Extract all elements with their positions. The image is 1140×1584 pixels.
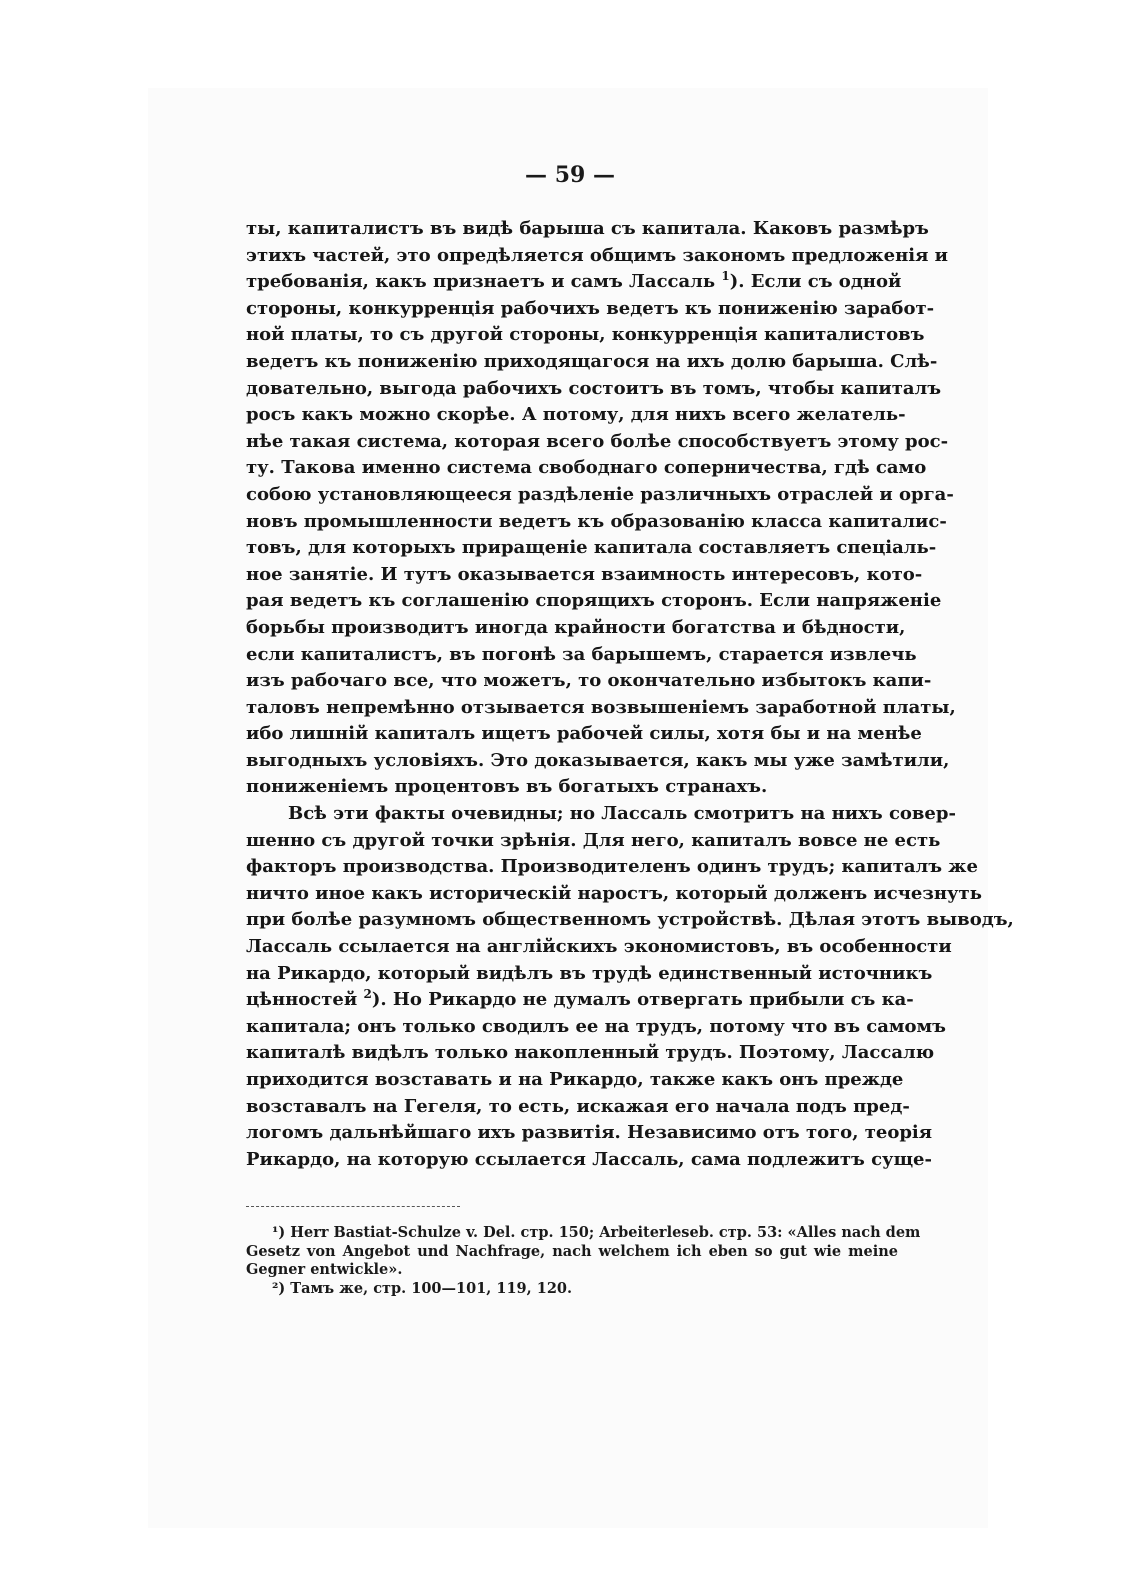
footnotes <box>246 1224 921 1298</box>
text-line: Рикардо, на которую ссылается Лассаль, сама подлежитъ суще- <box>246 1148 932 1170</box>
footnote-ref-1: 1 <box>721 269 730 284</box>
text-line: ведетъ къ пониженію приходящагося на ихъ долю барыша. Слѣ- <box>246 350 938 372</box>
text-line: на Рикардо, который видѣлъ въ трудѣ единственный источникъ <box>246 962 933 984</box>
text-line: стороны, конкурренція рабочихъ ведетъ къ пониженію заработ- <box>246 297 935 319</box>
footnote-1-cont: Gesetz von Angebot und Nachfrage, nach welchem ich eben so gut wie meine <box>246 1242 898 1260</box>
text-fragment: требованія, какъ признаетъ и самъ Лассаль <box>246 271 716 293</box>
text-line <box>246 987 914 1014</box>
text-line: шенно съ другой точки зрѣнія. Для него, капиталъ вовсе не есть <box>246 829 941 851</box>
page-number: — 59 — <box>525 162 615 188</box>
text-line: новъ промышленности ведетъ къ образованію класса капиталис- <box>246 510 947 532</box>
text-fragment: ). Если съ одной <box>729 271 902 293</box>
text-line: ты, капиталистъ въ видѣ барыша съ капитала. Каковъ размѣръ <box>246 218 929 239</box>
footnote-text: Herr Bastiat-Schulze v. Del. стр. 150; Arbeiterleseb. стр. 53: «Alles nach dem <box>290 1224 921 1241</box>
footnote-text: Тамъ же, стр. 100—101, 119, 120. <box>290 1279 573 1297</box>
text-line: Всѣ эти факты очевидны; но Лассаль смотритъ на нихъ совер- <box>288 803 956 825</box>
text-line: возставалъ на Гегеля, то есть, искажая его начала подъ пред- <box>246 1095 910 1117</box>
text-line: выгодныхъ условіяхъ. Это доказывается, какъ мы уже замѣтили, <box>246 749 950 771</box>
text-line: ничто иное какъ историческій наростъ, который долженъ исчезнуть <box>246 882 982 904</box>
text-line <box>246 269 902 296</box>
text-line: Лассаль ссылается на англійскихъ экономистовъ, въ особенности <box>246 936 952 958</box>
text-line: капиталѣ видѣлъ только накопленный трудъ. Поэтому, Лассалю <box>246 1042 935 1064</box>
text-line: изъ рабочаго все, что можетъ, то окончательно избытокъ капи- <box>246 670 932 692</box>
text-line: росъ какъ можно скорѣе. А потому, для нихъ всего желатель- <box>246 404 906 426</box>
footnote-mark: ¹) <box>272 1224 286 1241</box>
text-line: факторъ производства. Производителенъ одинъ трудъ; капиталъ же <box>246 856 978 878</box>
text-line: логомъ дальнѣйшаго ихъ развитія. Независимо отъ того, теорія <box>246 1122 933 1144</box>
footnote-2 <box>246 1280 898 1299</box>
text-line: нѣе такая система, которая всего болѣе способствуетъ этому рос- <box>246 430 949 452</box>
text-line: ной платы, то съ другой стороны, конкурренція капиталистовъ <box>246 324 925 346</box>
text-line: товъ, для которыхъ приращеніе капитала составляетъ спеціаль- <box>246 537 937 559</box>
footnote-ref-2: 2 <box>363 987 372 1002</box>
text-line: при болѣе разумномъ общественномъ устройствѣ. Дѣлая этотъ выводъ, <box>246 909 1014 931</box>
text-line: этихъ частей, это опредѣляется общимъ закономъ предложенія и <box>246 244 948 266</box>
footnote-1 <box>246 1224 921 1243</box>
footnote-divider <box>246 1206 460 1207</box>
main-text <box>246 216 1014 1173</box>
footnote-1-cont: Gegner entwickle». <box>246 1261 403 1278</box>
text-line: собою установляющееся раздѣленіе различныхъ отраслей и орга- <box>246 483 954 505</box>
text-fragment: цѣнностей <box>246 989 358 1011</box>
text-fragment: ). Но Рикардо не думалъ отвергать прибыли съ ка- <box>371 989 914 1011</box>
text-line: борьбы производитъ иногда крайности богатства и бѣдности, <box>246 616 906 638</box>
text-line: рая ведетъ къ соглашенію спорящихъ сторонъ. Если напряженіе <box>246 590 942 612</box>
text-line: приходится возставать и на Рикардо, также какъ онъ прежде <box>246 1069 904 1090</box>
text-line: довательно, выгода рабочихъ состоитъ въ томъ, чтобы капиталъ <box>246 377 942 399</box>
text-line: пониженіемъ процентовъ въ богатыхъ странахъ. <box>246 776 768 798</box>
text-line: ибо лишній капиталъ ищетъ рабочей силы, хотя бы и на менѣе <box>246 723 922 745</box>
text-line: если капиталистъ, въ погонѣ за барышемъ, старается извлечь <box>246 643 917 665</box>
text-line: таловъ непремѣнно отзывается возвышеніемъ заработной платы, <box>246 696 956 718</box>
text-line: ту. Такова именно система свободнаго соперничества, гдѣ само <box>246 457 927 479</box>
text-line: капитала; онъ только сводилъ ее на трудъ, потому что въ самомъ <box>246 1015 946 1037</box>
footnote-mark: ²) <box>272 1279 286 1297</box>
text-line: ное занятіе. И тутъ оказывается взаимность интересовъ, кото- <box>246 563 923 585</box>
